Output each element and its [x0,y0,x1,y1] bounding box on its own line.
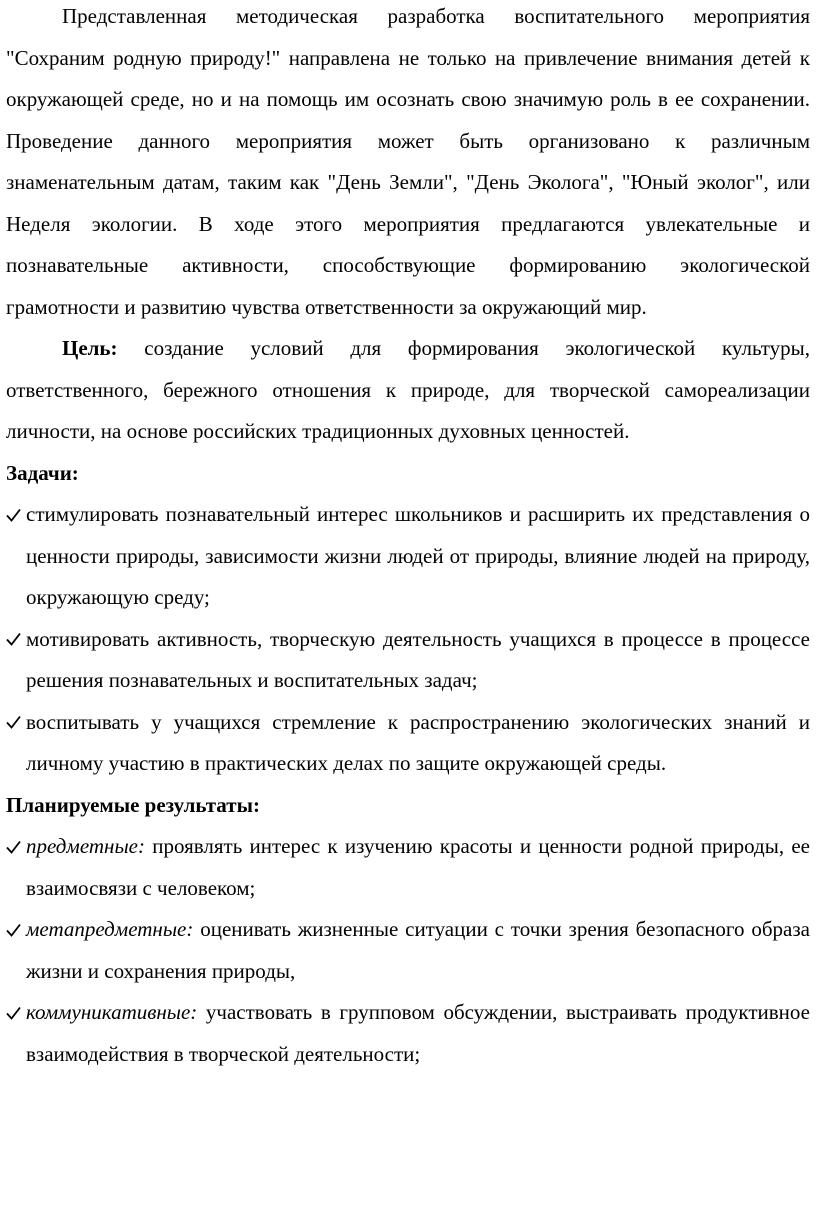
goal-paragraph [6,328,810,453]
result-text: оценивать жизненные ситуации с точки зрения безопасного образа жизни и сохранения природы, [26,917,810,983]
list-item [6,494,810,619]
goal-label: Цель: [62,336,118,360]
list-item [6,992,810,1075]
result-term: метапредметные: [26,917,194,941]
list-item [6,619,810,702]
checkmark-icon [6,619,22,661]
task-text: стимулировать познавательный интерес школьников и расширить их представления о ценности природы, зависимости жизни людей от природы, влияние людей на природу, окружающую среду; [26,502,810,609]
checkmark-icon [6,826,22,868]
task-text: воспитывать у учащихся стремление к распространению экологических знаний и личному участию в практических делах по защите окружающей среды. [26,709,810,775]
result-text: проявлять интерес к изучению красоты и ценности родной природы, ее взаимосвязи с человеком; [26,834,810,900]
list-item [6,909,810,992]
task-text: мотивировать активность, творческую деятельность учащихся в процессе в процессе решения познавательных и воспитательных задач; [26,626,810,692]
intro-paragraph: Представленная методическая разработка воспитательного мероприятия "Сохраним родную природу!" направлена не только на привлечение внимания детей к окружающей среде, но и на помощь им осознать свою значимую роль в ее сохранении. Проведение данного мероприятия может быть организовано к различным знаменательным датам, таким как "День Земли", "День Эколога", "Юный эколог", или Неделя экологии. В ходе этого мероприятия предлагаются увлекательные и познавательные активности, способствующие формированию экологической грамотности и развитию чувства ответственности за окружающий мир. [6,4,810,319]
tasks-list [6,494,810,785]
result-term: коммуникативные: [26,1000,198,1024]
result-term: предметные: [26,834,145,858]
list-item [6,826,810,909]
checkmark-icon [6,702,22,744]
list-item [6,702,810,785]
checkmark-icon [6,909,22,951]
tasks-heading: Задачи: [6,460,79,485]
checkmark-icon [6,992,22,1034]
results-list [6,826,810,1075]
goal-text: создание условий для формирования экологической культуры, ответственного, бережного отношения к природе, для творческой самореализации личности, на основе российских традиционных духовных ценностей. [6,336,810,443]
checkmark-icon [6,494,22,536]
result-text: участвовать в групповом обсуждении, выстраивать продуктивное взаимодействия в творческой деятельности; [26,1000,810,1066]
results-heading: Планируемые результаты: [6,792,260,817]
